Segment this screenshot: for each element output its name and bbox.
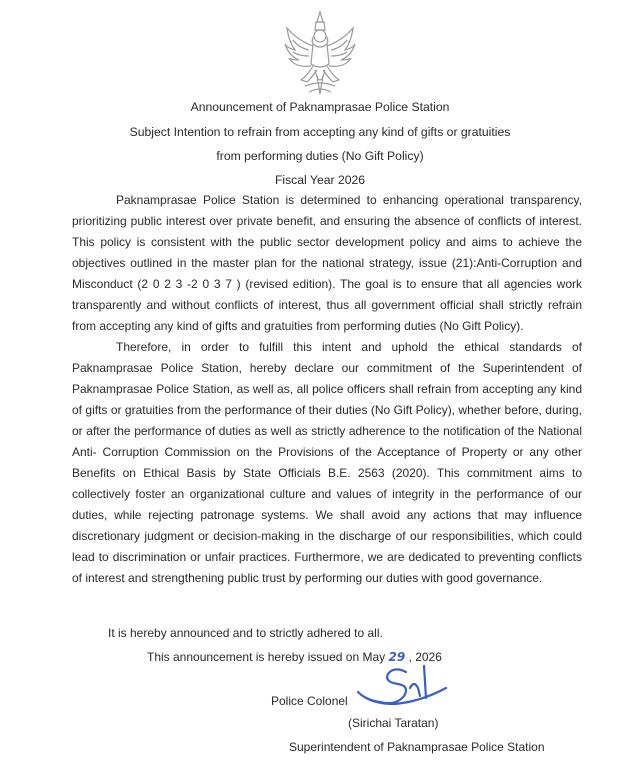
issued-prefix: This announcement is hereby issued on May [147, 650, 386, 664]
signatory-name: (Sirichai Taratan) [348, 716, 439, 730]
body-paragraphs [72, 190, 582, 589]
signatory-position: Superintendent of Paknamprasae Police Station [289, 740, 545, 754]
issued-day: 29 [388, 650, 406, 664]
subject-line-1: Subject Intention to refrain from accepting any kind of gifts or gratuities [129, 125, 511, 139]
paragraph-intro: Paknamprasae Police Station is determined to enhancing operational transparency, prioritizing public interest over private benefit, and ensuring the absence of conflicts of interest. This policy is consistent with the public sector development policy and aims to achieve the objectives outlined in the master plan for the national strategy, issue (21):Anti-Corruption and Misconduct (2 0 2 3 -2 0 3 7 ) (revised edition). The goal is to ensure that all agencies work transparently and without conflicts of interest, thus all government official shall strictly refrain from accepting any kind of gifts and gratuities from performing duties (No Gift Policy). [72, 193, 582, 333]
signature-icon [350, 658, 460, 718]
subject-line-2: from performing duties (No Gift Policy) [216, 149, 424, 163]
paragraph-commitment: Therefore, in order to fulfill this intent and uphold the ethical standards of Paknamprasae Police Station, hereby declare our commitment of the Superintendent of Paknamprasae Police Station, as well as, all police officers shall refrain from accepting any kind of gifts or gratuities from the performance of their duties (No Gift Policy), whether before, during, or after the performance of duties as well as strictly adherence to the notification of the National Anti- Corruption Commission on the Provisions of the Acceptance of Property or any other Benefits on Ethical Basis by State Officials B.E. 2563 (2020). This commitment aims to collectively foster an organizational culture and values of integrity in the performance of our duties, while rejecting patronage systems. We shall avoid any actions that may influence discretionary judgment or decision-making in the discharge of our responsibilities, which could lead to discrimination or unfair practices. Furthermore, we are dedicated to preventing conflicts of interest and strengthening public trust by performing our duties with good governance. [72, 340, 582, 585]
announcement-title: Announcement of Paknamprasae Police Station [190, 100, 450, 114]
garuda-emblem-icon [283, 10, 357, 96]
fiscal-year: Fiscal Year 2026 [274, 173, 366, 187]
signatory-rank: Police Colonel [271, 694, 348, 708]
issued-suffix: , 2026 [408, 650, 442, 664]
announced-line: It is hereby announced and to strictly adhered to all. [108, 626, 383, 640]
